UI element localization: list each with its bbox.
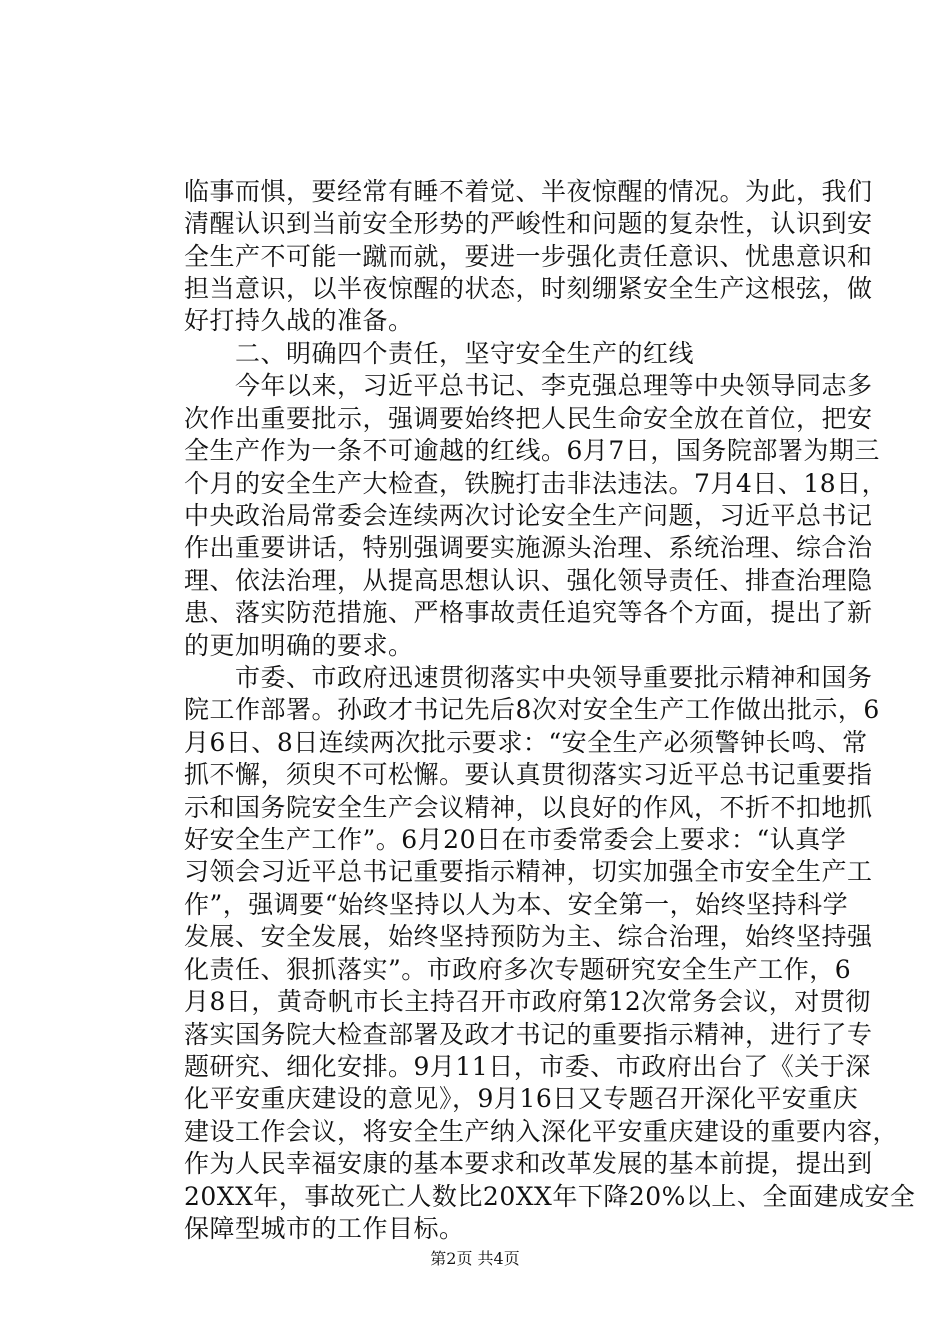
body-line: 作为人民幸福安康的基本要求和改革发展的基本前提，提出到: [184, 1149, 873, 1178]
page-number-footer: 第2页 共4页: [430, 1249, 520, 1268]
body-line: 月8日，黄奇帆市长主持召开市政府第12次常务会议，对贯彻: [184, 987, 871, 1016]
body-line: 保障型城市的工作目标。: [184, 1214, 465, 1243]
body-line: 抓不懈，须臾不可松懈。要认真贯彻落实习近平总书记重要指: [184, 760, 873, 789]
paragraph-first-line: 市委、市政府迅速贯彻落实中央领导重要批示精神和国务: [235, 663, 873, 692]
body-line: 题研究、细化安排。9月11日，市委、市政府出台了《关于深: [184, 1052, 871, 1081]
body-line: 个月的安全生产大检查，铁腕打击非法违法。7月4日、18日，: [184, 469, 888, 498]
body-line: 月6日、8日连续两次批示要求：“安全生产必须警钟长鸣、常: [184, 728, 868, 757]
body-line: 好打持久战的准备。: [184, 306, 414, 335]
paragraph-first-line: 今年以来，习近平总书记、李克强总理等中央领导同志多: [235, 371, 873, 400]
body-line: 临事而惧，要经常有睡不着觉、半夜惊醒的情况。为此，我们: [184, 177, 873, 206]
body-line: 好安全生产工作”。6月20日在市委常委会上要求：“认真学: [184, 825, 847, 854]
body-line: 作出重要讲话，特别强调要实施源头治理、系统治理、综合治: [184, 533, 873, 562]
section-heading: 二、明确四个责任，坚守安全生产的红线: [235, 339, 695, 368]
body-line: 的更加明确的要求。: [184, 631, 414, 660]
body-line: 理、依法治理，从提高思想认识、强化领导责任、排查治理隐: [184, 566, 873, 595]
body-line: 全生产作为一条不可逾越的红线。6月7日，国务院部署为期三: [184, 436, 880, 465]
body-line: 院工作部署。孙政才书记先后8次对安全生产工作做出批示，6: [184, 695, 880, 724]
body-line: 发展、安全发展，始终坚持预防为主、综合治理，始终坚持强: [184, 922, 873, 951]
body-line: 20XX年，事故死亡人数比20XX年下降20%以上、全面建成安全: [184, 1182, 916, 1211]
body-line: 化责任、狠抓落实”。市政府多次专题研究安全生产工作，6: [184, 955, 852, 984]
body-line: 化平安重庆建设的意见》，9月16日又专题召开深化平安重庆: [184, 1084, 859, 1113]
body-line: 中央政治局常委会连续两次讨论安全生产问题，习近平总书记: [184, 501, 873, 530]
body-line: 患、落实防范措施、严格事故责任追究等各个方面，提出了新: [184, 598, 873, 627]
body-line: 全生产不可能一蹴而就，要进一步强化责任意识、忧患意识和: [184, 242, 873, 271]
body-line: 作”，强调要“始终坚持以人为本、安全第一，始终坚持科学: [184, 890, 849, 919]
body-line: 落实国务院大检查部署及政才书记的重要指示精神，进行了专: [184, 1020, 873, 1049]
body-line: 次作出重要批示，强调要始终把人民生命安全放在首位，把安: [184, 404, 873, 433]
body-line: 习领会习近平总书记重要指示精神，切实加强全市安全生产工: [184, 857, 873, 886]
body-line: 示和国务院安全生产会议精神，以良好的作风，不折不扣地抓: [184, 793, 873, 822]
body-line: 建设工作会议，将安全生产纳入深化平安重庆建设的重要内容，: [184, 1117, 899, 1146]
body-line: 清醒认识到当前安全形势的严峻性和问题的复杂性，认识到安: [184, 209, 873, 238]
body-line: 担当意识，以半夜惊醒的状态，时刻绷紧安全生产这根弦，做: [184, 274, 873, 303]
